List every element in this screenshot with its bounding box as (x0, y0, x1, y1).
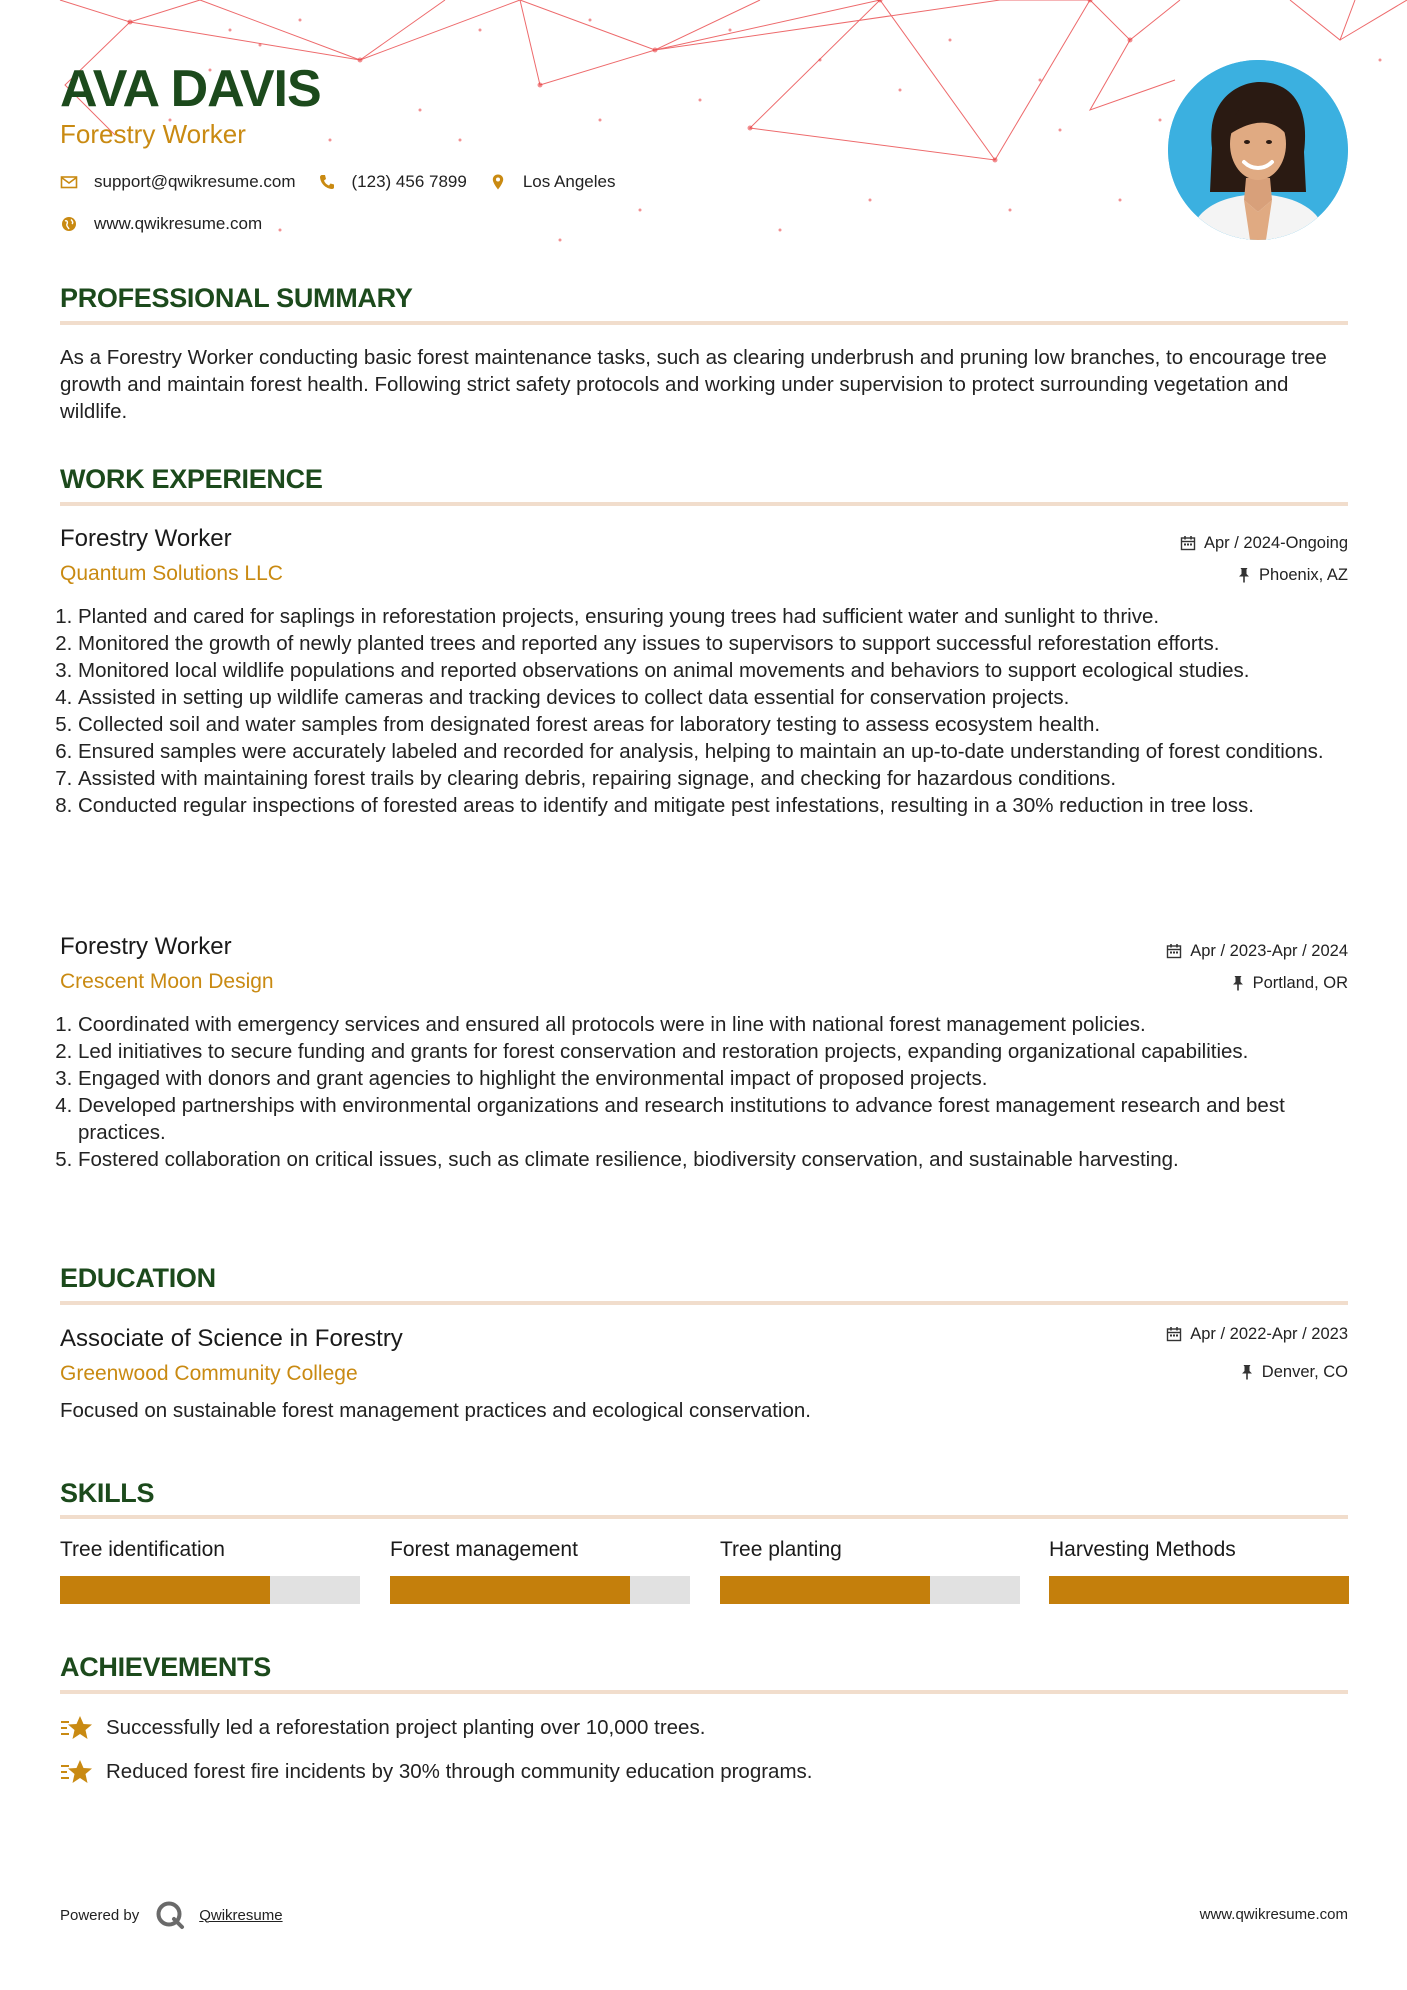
skill-label: Tree identification (60, 1538, 225, 1561)
contact-row-2 (60, 214, 284, 234)
contact-location (489, 172, 616, 192)
section-title-experience: WORK EXPERIENCE (60, 464, 323, 494)
section-title-education: EDUCATION (60, 1263, 216, 1293)
education-dates (1166, 1323, 1348, 1345)
footer-website[interactable]: www.qwikresume.com (1199, 1906, 1348, 1923)
skill-item (390, 1536, 690, 1604)
section-title-achievements: ACHIEVEMENTS (60, 1652, 271, 1682)
skill-bar (60, 1576, 360, 1604)
skill-item (720, 1536, 1020, 1604)
candidate-name: AVA DAVIS (60, 60, 321, 118)
job-location (1231, 972, 1348, 994)
skill-label: Forest management (390, 1538, 578, 1561)
map-pin-icon (489, 173, 507, 191)
list-item: 8. Conducted regular inspections of forested areas to identify and mitigate pest infestations, resulting in a 30% reduction in tree loss. (78, 792, 1350, 819)
contact-row-1 (60, 172, 637, 192)
list-item: 4. Assisted in setting up wildlife cameras and tracking devices to collect data essential for conservation projects. (78, 684, 1350, 711)
education-location-text: Denver, CO (1261, 1363, 1348, 1381)
list-item: 1. Planted and cared for saplings in reforestation projects, ensuring young trees had sufficient water and sunlight to thrive. (78, 603, 1350, 630)
location-text: Los Angeles (522, 172, 616, 191)
contact-email[interactable] (60, 172, 296, 192)
achievement-item (60, 1758, 812, 1786)
section-divider (60, 1301, 1348, 1305)
skill-bar (720, 1576, 1020, 1604)
section-divider (60, 1515, 1348, 1519)
job-dates (1180, 532, 1348, 554)
list-item: 4. Developed partnerships with environmental organizations and research institutions to advance forest management research and best practices. (78, 1092, 1350, 1146)
education-location (1240, 1361, 1348, 1383)
job-dates-text: Apr / 2023-Apr / 2024 (1190, 942, 1348, 960)
profile-photo (1168, 60, 1348, 240)
envelope-icon (60, 173, 78, 191)
avatar (1168, 60, 1348, 240)
section-divider (60, 502, 1348, 506)
job-dates-text: Apr / 2024-Ongoing (1203, 534, 1348, 552)
list-item: 7. Assisted with maintaining forest trails by clearing debris, repairing signage, and checking for hazardous conditions. (78, 765, 1350, 792)
list-item: 3. Engaged with donors and grant agencies to highlight the environmental impact of proposed projects. (78, 1065, 1350, 1092)
list-item: 2. Monitored the growth of newly planted trees and reported any issues to supervisors to support successful reforestation efforts. (78, 630, 1350, 657)
skill-label: Harvesting Methods (1049, 1538, 1236, 1561)
job-company: Quantum Solutions LLC (60, 562, 283, 585)
pushpin-icon (1237, 567, 1251, 583)
job-dates (1166, 940, 1348, 962)
star-award-icon (60, 1714, 94, 1742)
job-location-text: Portland, OR (1252, 974, 1348, 992)
skill-item (60, 1536, 360, 1604)
skill-bar (390, 1576, 690, 1604)
job-bullets (60, 1011, 1350, 1173)
calendar-icon (1180, 535, 1196, 551)
email-text: support@qwikresume.com (94, 172, 296, 191)
skill-bar (1049, 1576, 1349, 1604)
list-item: 6. Ensured samples were accurately labeled and recorded for analysis, helping to maintain an up-to-date understanding of forest conditions. (78, 738, 1350, 765)
section-divider (60, 1690, 1348, 1694)
summary-text: As a Forestry Worker conducting basic forest maintenance tasks, such as clearing underbrush and pruning low branches, to encourage tree growth and maintain forest health. Following strict safety protocols and working under supervision to protect surrounding vegetation and wildlife. (60, 346, 1327, 423)
list-item: 5. Collected soil and water samples from designated forest areas for laboratory testing to assess ecosystem health. (78, 711, 1350, 738)
pushpin-icon (1240, 1364, 1254, 1380)
job-location-text: Phoenix, AZ (1259, 566, 1348, 584)
footer-powered-by (60, 1900, 283, 1930)
list-item: 3. Monitored local wildlife populations and reported observations on animal movements and behaviors to support ecological studies. (78, 657, 1350, 684)
pushpin-icon (1231, 975, 1245, 991)
contact-phone[interactable] (318, 172, 467, 192)
contact-website[interactable] (60, 214, 262, 234)
skill-level-fill (720, 1576, 930, 1604)
skill-level-fill (60, 1576, 270, 1604)
education-description: Focused on sustainable forest management practices and ecological conservation. (60, 1399, 811, 1422)
section-title-summary: PROFESSIONAL SUMMARY (60, 283, 413, 313)
school-name: Greenwood Community College (60, 1362, 358, 1385)
globe-icon (60, 215, 78, 233)
education-dates-text: Apr / 2022-Apr / 2023 (1190, 1325, 1348, 1343)
calendar-icon (1166, 1326, 1182, 1342)
degree-title: Associate of Science in Forestry (60, 1325, 403, 1352)
job-bullets (60, 603, 1350, 819)
powered-by-label: Powered by (60, 1906, 140, 1924)
phone-text: (123) 456 7899 (351, 172, 467, 191)
candidate-role: Forestry Worker (60, 119, 246, 149)
achievement-text: Successfully led a reforestation project planting over 10,000 trees. (106, 1716, 706, 1739)
star-award-icon (60, 1758, 94, 1786)
qwikresume-link[interactable]: Qwikresume (199, 1906, 283, 1924)
list-item: 5. Fostered collaboration on critical issues, such as climate resilience, biodiversity conservation, and sustainable harvesting. (78, 1146, 1350, 1173)
skill-label: Tree planting (720, 1538, 842, 1561)
job-title: Forestry Worker (60, 933, 232, 960)
job-company: Crescent Moon Design (60, 970, 274, 993)
section-divider (60, 321, 1348, 325)
skill-item (1049, 1536, 1349, 1604)
website-text: www.qwikresume.com (94, 214, 263, 233)
calendar-icon (1166, 943, 1182, 959)
list-item: 2. Led initiatives to secure funding and grants for forest conservation and restoration projects, expanding organizational capabilities. (78, 1038, 1350, 1065)
phone-icon (318, 173, 336, 191)
achievement-item (60, 1714, 705, 1742)
qwikresume-logo-icon (155, 1900, 185, 1930)
skill-level-fill (1049, 1576, 1349, 1604)
list-item: 1. Coordinated with emergency services and ensured all protocols were in line with national forest management policies. (78, 1011, 1350, 1038)
section-title-skills: SKILLS (60, 1478, 155, 1508)
job-location (1237, 564, 1348, 586)
skill-level-fill (390, 1576, 630, 1604)
achievement-text: Reduced forest fire incidents by 30% through community education programs. (106, 1760, 813, 1783)
job-title: Forestry Worker (60, 525, 232, 552)
